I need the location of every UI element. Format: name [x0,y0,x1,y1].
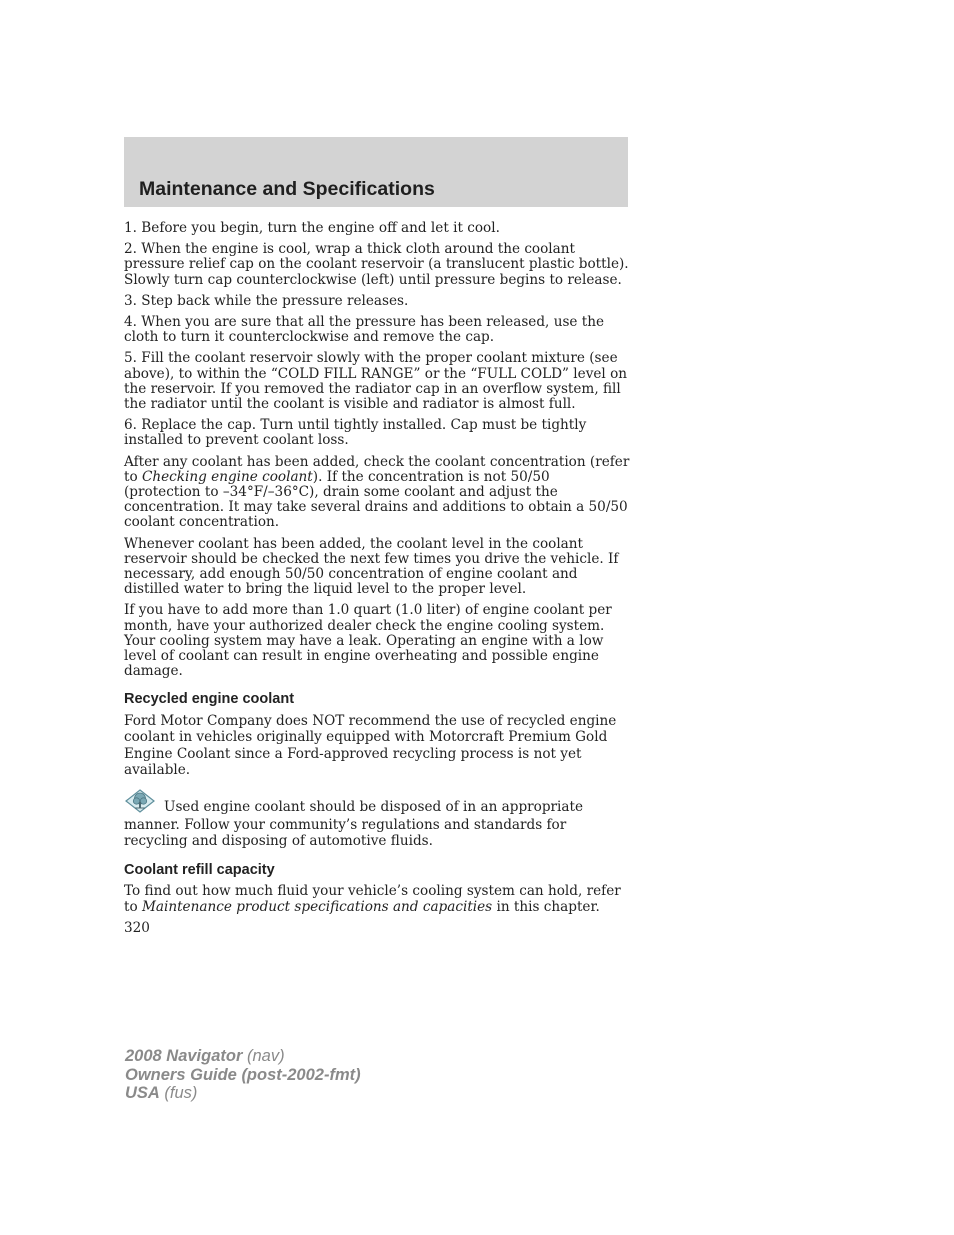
step-6: 6. Replace the cap. Turn until tightly installed. Cap must be tightly installed to prevent coolant loss. [124,417,587,449]
page-number: 320 [124,919,150,936]
footer-market: USA [125,1084,160,1102]
capacities-reference: Maintenance product specifications and capacities [141,898,493,915]
recycled-coolant-paragraph: Ford Motor Company does NOT recommend the use of recycled engine coolant in vehicles originally equipped with Motorcraft Premium Gold Engine Coolant since a Ford-approved recycling process is not yet available. [124,712,617,779]
environment-note [124,789,630,850]
section-title: Maintenance and Specifications [139,178,435,200]
step-3: 3. Step back while the pressure releases. [124,292,409,309]
step-1: 1. Before you begin, turn the engine off and let it cool. [124,220,500,236]
coolant-refill-heading: Coolant refill capacity [124,861,275,878]
footer-market-code: (fus) [159,1084,198,1102]
concentration-text-after: ). If the concentration is not 50/50 (protection to –34°F/–36°C), drain some coolant and adjust the concentration. It may take several drains and additions to obtain a 50/50 coolant concentration. [124,468,628,531]
section-header-band [124,137,628,207]
recycled-coolant-heading: Recycled engine coolant [124,691,295,708]
coolant-leak-paragraph: If you have to add more than 1.0 quart (1.0 liter) of engine coolant per month, have your authorized dealer check the engine cooling system. Your cooling system may have a leak. Operating an engine with a low level of coolant can result in engine overheating and possible engine damage. [124,602,612,680]
checking-engine-coolant-reference: Checking engine coolant [141,468,313,485]
refill-paragraph [124,883,630,915]
footer-model-code: (nav) [242,1047,285,1065]
footer-model: 2008 Navigator [125,1047,243,1065]
step-5: 5. Fill the coolant reservoir slowly with the proper coolant mixture (see above), to within the “COLD FILL RANGE” or the “FULL COLD” level on the reservoir. If you removed the radiator cap in an overflow system, fill the radiator until the coolant is visible and radiator is almost full. [124,350,628,413]
page-content [124,221,630,942]
concentration-text-before: After any coolant has been added, check the coolant concentration (refer to [124,453,630,485]
step-2: 2. When the engine is cool, wrap a thick cloth around the coolant pressure relief cap on the coolant reservoir (a translucent plastic bottle). Slowly turn cap counterclockwise (left) until pressure begins to release. [124,241,629,288]
environment-note-text: Used engine coolant should be disposed of in an appropriate manner. Follow your community’s regulations and standards for recycling and disposing of automotive fluids. [124,798,583,850]
concentration-paragraph [124,455,630,531]
footer-line-model [125,1047,361,1066]
coolant-level-paragraph: Whenever coolant has been added, the coolant level in the coolant reservoir should be checked the next few times you drive the vehicle. If necessary, add enough 50/50 concentration of engine coolant and distilled water to bring the liquid level to the proper level. [124,535,619,598]
footer-line-guide: Owners Guide (post-2002-fmt) [125,1065,361,1084]
environment-tree-icon [124,789,156,817]
document-footer [125,1047,361,1103]
refill-text-before: To find out how much fluid your vehicle’s cooling system can hold, refer to [124,882,621,915]
footer-line-market [125,1084,361,1103]
refill-text-after: in this chapter. [492,898,600,915]
step-4: 4. When you are sure that all the pressure has been released, use the cloth to turn it counterclockwise and remove the cap. [124,314,605,346]
